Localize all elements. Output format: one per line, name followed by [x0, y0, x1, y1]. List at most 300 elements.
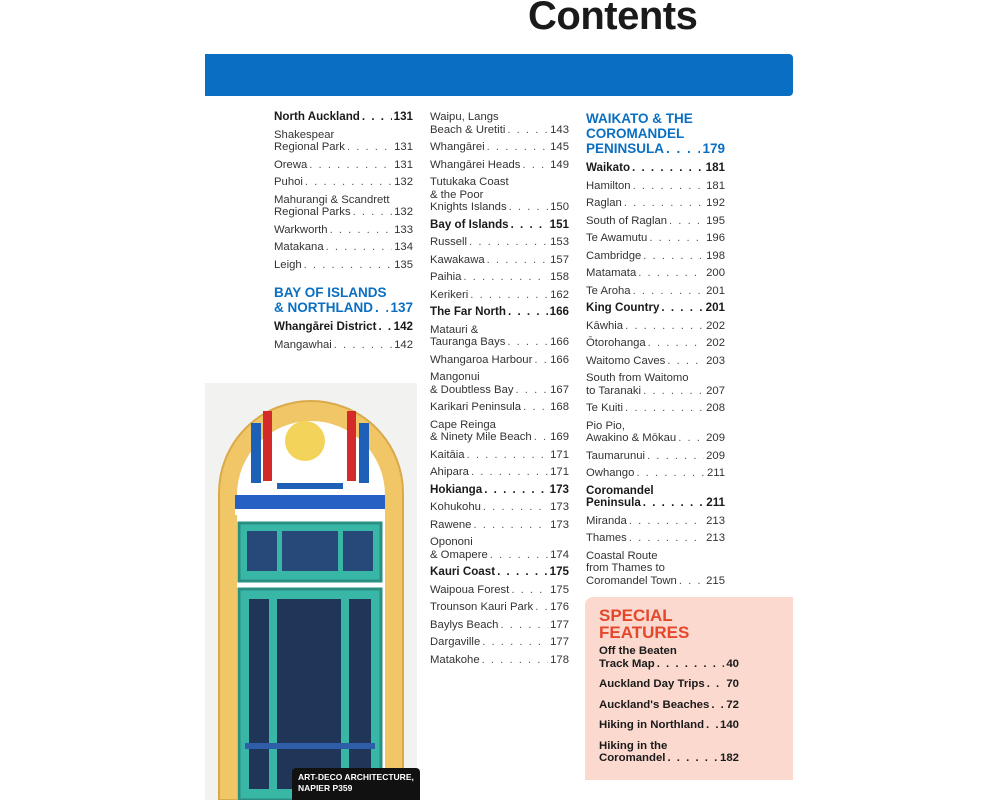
toc-entry[interactable] — [586, 355, 725, 368]
dot-leader — [304, 259, 392, 272]
page-number: 166 — [550, 336, 569, 348]
page-number: 133 — [394, 223, 413, 236]
toc-entry-label: Warkworth — [274, 223, 328, 236]
page-number: 142 — [393, 320, 413, 333]
toc-entry-last-line — [274, 141, 413, 154]
dot-leader — [625, 320, 704, 333]
dot-leader — [511, 584, 548, 597]
dot-leader — [711, 699, 724, 712]
toc-entry-last-line — [586, 250, 725, 263]
dot-leader — [648, 337, 704, 350]
toc-entry-label-line: Matauri & — [430, 323, 479, 336]
toc-entry[interactable] — [274, 176, 413, 189]
toc-entry-label: Orewa — [274, 158, 308, 171]
toc-entry[interactable] — [430, 236, 569, 249]
toc-entry[interactable] — [430, 289, 569, 302]
toc-entry-label: Leigh — [274, 258, 302, 271]
dot-leader — [643, 497, 705, 510]
toc-entry[interactable] — [586, 402, 725, 415]
toc-entry-label: Matakana — [274, 241, 324, 253]
toc-entry-label: Regional Parks — [274, 206, 351, 218]
toc-entry-label-line: Coromandel — [586, 483, 654, 497]
toc-entry-label: Hokianga — [430, 482, 483, 496]
toc-entry-label: Matamata — [586, 267, 637, 279]
toc-entry-last-line — [586, 141, 725, 156]
toc-entry-label: Hamilton — [586, 179, 631, 192]
dot-leader — [362, 111, 392, 124]
page-number: 137 — [390, 300, 413, 315]
toc-entry-label: Whangaroa Harbour — [430, 353, 533, 366]
dot-leader — [624, 197, 704, 210]
toc-entry-last-line — [430, 501, 569, 514]
toc-entry[interactable] — [586, 420, 725, 445]
toc-entry-last-line — [274, 259, 413, 272]
dot-leader — [629, 532, 704, 545]
page-number: 166 — [549, 305, 569, 318]
page-number: 158 — [550, 271, 569, 283]
art-deco-window-photo — [205, 383, 417, 800]
toc-entry-label: & Ninety Mile Beach — [430, 431, 532, 443]
toc-entry-label: Karikari Peninsula — [430, 401, 522, 413]
toc-entry-last-line — [430, 201, 569, 214]
toc-entry-label: Kāwhia — [586, 319, 624, 332]
page-number: 171 — [550, 466, 569, 478]
toc-entry-label: South of Raglan — [586, 214, 668, 227]
toc-entry[interactable] — [430, 566, 569, 579]
dot-leader — [500, 619, 548, 632]
page-number: 143 — [550, 123, 569, 136]
toc-entry-label-line: WAIKATO & THE — [586, 111, 693, 126]
toc-entry[interactable] — [586, 267, 725, 280]
toc-entry-last-line — [586, 215, 725, 228]
dot-leader — [522, 159, 548, 172]
toc-entry-label: Taumarunui — [586, 449, 646, 462]
toc-entry-last-line — [586, 402, 725, 415]
dot-leader — [347, 141, 392, 154]
toc-entry-label: & Omapere — [430, 548, 488, 561]
toc-entry-last-line — [586, 267, 725, 280]
dot-leader — [678, 432, 704, 445]
toc-entry[interactable] — [430, 306, 569, 319]
toc-entry-label-line: Mangonui — [430, 371, 480, 383]
toc-entry-label-line: Shakespear — [274, 128, 335, 141]
page-number: 213 — [706, 532, 725, 544]
page-number: 135 — [394, 258, 413, 271]
toc-entry[interactable] — [430, 466, 569, 479]
toc-entry-last-line — [430, 336, 569, 349]
toc-entry-last-line — [430, 431, 569, 444]
toc-entry[interactable] — [430, 111, 569, 136]
page-number: 202 — [706, 319, 725, 332]
toc-entry-label: Paihia — [430, 271, 462, 283]
toc-entry-label: Bay of Islands — [430, 217, 509, 231]
toc-entry-label: & NORTHLAND — [274, 300, 373, 315]
toc-entry[interactable] — [430, 176, 569, 214]
special-feature-label-line: Hiking in the — [599, 739, 668, 752]
toc-entry-label: Knights Islands — [430, 201, 507, 213]
toc-entry-last-line — [586, 197, 725, 210]
toc-entry[interactable] — [430, 401, 569, 414]
toc-entry[interactable] — [430, 584, 569, 597]
toc-entry-label: PENINSULA — [586, 141, 665, 156]
toc-entry-label-line: Waipu, Langs — [430, 111, 499, 123]
special-features-title — [599, 607, 689, 641]
toc-entry-label: Waikato — [586, 161, 631, 174]
page-number: 182 — [719, 752, 739, 764]
dot-leader — [482, 654, 549, 667]
toc-entry-label: Kerikeri — [430, 288, 469, 301]
toc-entry-label-line: Opononi — [430, 536, 473, 548]
page-number: 173 — [550, 501, 569, 513]
page-number: 213 — [706, 514, 725, 527]
dot-leader — [707, 678, 725, 691]
toc-entry-last-line — [430, 236, 569, 249]
dot-leader — [516, 384, 549, 397]
page-number: 203 — [706, 354, 725, 367]
toc-entry-last-line — [430, 384, 569, 397]
toc-entry-last-line — [430, 306, 569, 319]
dot-leader — [625, 402, 704, 415]
toc-entry-label-line: Mahurangi & Scandrett — [274, 193, 390, 206]
page-title: Contents — [528, 0, 698, 38]
toc-entry-last-line — [586, 450, 725, 463]
toc-entry[interactable] — [586, 302, 725, 315]
toc-entry[interactable] — [586, 450, 725, 463]
dot-leader — [469, 236, 548, 249]
toc-entry-label: King Country — [586, 301, 660, 314]
page-number: 145 — [550, 141, 569, 153]
toc-entry[interactable] — [430, 619, 569, 632]
toc-entry-last-line — [274, 111, 413, 124]
toc-entry[interactable] — [586, 320, 725, 333]
special-feature-label: Auckland's Beaches — [599, 698, 710, 711]
toc-column-3 — [586, 111, 725, 592]
toc-entry[interactable] — [274, 241, 413, 254]
toc-entry[interactable] — [586, 485, 725, 510]
page-number: 157 — [550, 253, 569, 266]
toc-entry-last-line — [586, 432, 725, 445]
page-number: 134 — [394, 241, 413, 253]
toc-entry-last-line — [586, 355, 725, 368]
special-feature-entry[interactable] — [599, 678, 739, 691]
photo-caption-line-1: ART-DECO ARCHITECTURE, — [298, 772, 414, 782]
toc-entry-label: Whangārei — [430, 141, 485, 153]
toc-entry-label: Coromandel Town — [586, 574, 677, 587]
page-number: 168 — [550, 401, 569, 413]
page-number: 149 — [550, 158, 569, 171]
toc-entry[interactable] — [586, 467, 725, 480]
toc-entry-label: Te Awamutu — [586, 232, 648, 244]
page-number: 215 — [706, 574, 725, 587]
page-number: 178 — [550, 653, 569, 666]
toc-entry[interactable] — [430, 254, 569, 267]
dot-leader — [629, 515, 704, 528]
dot-leader — [483, 501, 548, 514]
page-number: 192 — [706, 197, 725, 209]
toc-entry[interactable] — [430, 324, 569, 349]
special-feature-label-line: Off the Beaten — [599, 645, 677, 657]
page-number: 131 — [393, 110, 413, 123]
toc-entry[interactable] — [274, 339, 413, 352]
page-number: 142 — [394, 338, 413, 351]
toc-entry[interactable] — [430, 219, 569, 232]
dot-leader — [643, 250, 704, 263]
toc-entry-last-line — [274, 339, 413, 352]
toc-entry[interactable] — [586, 515, 725, 528]
dot-leader — [666, 141, 700, 156]
page-number: 174 — [550, 548, 569, 561]
toc-entry-label-line: Coastal Route — [586, 549, 658, 562]
page-number: 196 — [706, 232, 725, 244]
special-features-title-line-1: SPECIAL — [599, 606, 673, 625]
page-number: 195 — [706, 214, 725, 227]
toc-entry-last-line — [430, 654, 569, 667]
page-number: 173 — [550, 518, 569, 531]
toc-entry[interactable] — [430, 419, 569, 444]
toc-entry-last-line — [430, 636, 569, 649]
toc-entry-label: Kohukohu — [430, 501, 481, 513]
toc-entry[interactable] — [586, 550, 725, 588]
page-number: 209 — [706, 432, 725, 444]
toc-entry-last-line — [430, 289, 569, 302]
page-number: 153 — [550, 236, 569, 248]
region-heading[interactable] — [274, 285, 413, 315]
special-feature-entry[interactable] — [599, 719, 739, 732]
dot-leader — [507, 336, 548, 349]
toc-entry-label: Te Kuiti — [586, 402, 624, 414]
dot-leader — [353, 206, 393, 219]
dot-leader — [471, 466, 548, 479]
toc-entry-label: Rawene — [430, 518, 472, 531]
toc-entry-last-line — [430, 271, 569, 284]
toc-entry-label-line: Pio Pio, — [586, 419, 625, 432]
toc-entry-last-line — [430, 584, 569, 597]
toc-entry-last-line — [586, 162, 725, 175]
dot-leader — [487, 254, 549, 267]
toc-entry-last-line — [586, 467, 725, 480]
toc-entry[interactable] — [586, 285, 725, 298]
page-number: 202 — [706, 337, 725, 349]
dot-leader — [647, 450, 704, 463]
toc-entry-last-line — [586, 320, 725, 333]
page-number: 166 — [550, 353, 569, 366]
toc-entry[interactable] — [586, 250, 725, 263]
toc-entry-last-line — [274, 176, 413, 189]
dot-leader — [484, 484, 547, 497]
toc-entry-label: Dargaville — [430, 636, 481, 648]
dot-leader — [507, 124, 548, 137]
toc-entry-last-line — [586, 515, 725, 528]
dot-leader — [638, 267, 704, 280]
toc-entry-label: Miranda — [586, 514, 627, 527]
dot-leader — [657, 658, 725, 671]
dot-leader — [534, 354, 548, 367]
toc-entry[interactable] — [430, 271, 569, 284]
toc-entry[interactable] — [430, 354, 569, 367]
toc-entry-label: Whangārei District — [274, 320, 377, 333]
special-feature-entry[interactable] — [599, 740, 739, 765]
toc-entry-label: Peninsula — [586, 496, 641, 509]
toc-entry[interactable] — [430, 636, 569, 649]
toc-entry-label: Cambridge — [586, 249, 642, 262]
toc-entry-last-line — [586, 302, 725, 315]
toc-entry-label: Mangawhai — [274, 338, 332, 351]
toc-entry-last-line — [430, 401, 569, 414]
toc-entry[interactable] — [430, 484, 569, 497]
dot-leader — [633, 285, 705, 298]
page-number: 177 — [550, 636, 569, 648]
toc-entry-label: North Auckland — [274, 110, 360, 123]
toc-entry-last-line — [430, 219, 569, 232]
toc-entry[interactable] — [430, 141, 569, 154]
toc-entry[interactable] — [274, 224, 413, 237]
toc-entry[interactable] — [274, 159, 413, 172]
page-number: 179 — [702, 141, 725, 156]
toc-entry-label: Kaitāia — [430, 448, 465, 461]
photo-caption-line-2: NAPIER P359 — [298, 783, 353, 793]
special-feature-last-line — [599, 658, 739, 671]
dot-leader — [330, 224, 393, 237]
dot-leader — [669, 215, 704, 228]
toc-entry-label: Tauranga Bays — [430, 336, 506, 348]
special-features-title-line-2: FEATURES — [599, 623, 690, 642]
page-number: 198 — [706, 249, 725, 262]
page-number: 70 — [726, 678, 739, 690]
toc-entry-last-line — [430, 254, 569, 267]
toc-entry-label: to Taranaki — [586, 384, 642, 397]
toc-entry-label: & Doubtless Bay — [430, 383, 514, 396]
toc-entry-last-line — [274, 300, 413, 315]
dot-leader — [482, 636, 548, 649]
toc-entry-label: Owhango — [586, 467, 635, 479]
toc-entry-label: Russell — [430, 236, 468, 248]
toc-entry-last-line — [274, 159, 413, 172]
dot-leader — [633, 180, 705, 193]
page-number: 40 — [726, 657, 739, 670]
toc-entry-label: Waipoua Forest — [430, 583, 510, 596]
toc-entry[interactable] — [586, 532, 725, 545]
toc-entry-last-line — [274, 224, 413, 237]
toc-entry[interactable] — [430, 159, 569, 172]
toc-entry[interactable] — [586, 215, 725, 228]
special-feature-label: Hiking in Northland — [599, 719, 705, 731]
toc-entry-last-line — [586, 532, 725, 545]
region-heading[interactable] — [586, 111, 725, 156]
toc-entry-label: Trounson Kauri Park — [430, 601, 534, 613]
toc-entry-last-line — [274, 321, 413, 334]
special-feature-last-line — [599, 699, 739, 712]
dot-leader — [508, 306, 548, 319]
toc-entry[interactable] — [430, 501, 569, 514]
dot-leader — [326, 241, 393, 254]
page-number: 200 — [706, 267, 725, 279]
toc-entry-label-line: from Thames to — [586, 562, 665, 574]
toc-entry-last-line — [430, 566, 569, 579]
toc-column-2 — [430, 111, 569, 671]
toc-entry[interactable] — [274, 259, 413, 272]
page-number: 175 — [549, 565, 569, 578]
toc-entry-label: Thames — [586, 532, 627, 544]
toc-entry[interactable] — [430, 654, 569, 667]
toc-entry-last-line — [430, 354, 569, 367]
dot-leader — [636, 467, 705, 480]
toc-entry-last-line — [430, 159, 569, 172]
toc-entry-label: Puhoi — [274, 176, 303, 188]
special-feature-last-line — [599, 678, 739, 691]
special-feature-entry[interactable] — [599, 699, 739, 712]
toc-entry[interactable] — [430, 449, 569, 462]
toc-entry-last-line — [430, 601, 569, 614]
page-number: 131 — [394, 158, 413, 171]
toc-entry[interactable] — [586, 180, 725, 193]
page-number: 169 — [550, 431, 569, 443]
toc-entry[interactable] — [274, 194, 413, 219]
toc-entry-label: Whangārei Heads — [430, 158, 521, 171]
page-number: 162 — [550, 288, 569, 301]
toc-entry[interactable] — [586, 372, 725, 397]
toc-entry-last-line — [430, 519, 569, 532]
toc-entry-last-line — [586, 232, 725, 245]
toc-entry[interactable] — [274, 111, 413, 124]
toc-entry[interactable] — [586, 232, 725, 245]
toc-entry-last-line — [274, 241, 413, 254]
toc-entry-label-line: & the Poor — [430, 188, 484, 201]
toc-entry[interactable] — [586, 197, 725, 210]
special-feature-label: Auckland Day Trips — [599, 678, 705, 690]
toc-entry-last-line — [586, 180, 725, 193]
toc-entry-last-line — [586, 575, 725, 588]
toc-entry-last-line — [274, 206, 413, 219]
toc-entry-last-line — [430, 449, 569, 462]
toc-entry-label: Raglan — [586, 197, 622, 209]
toc-entry-label: Ahipara — [430, 466, 469, 478]
toc-entry[interactable] — [586, 162, 725, 175]
dot-leader — [509, 201, 549, 214]
toc-entry-last-line — [586, 385, 725, 398]
special-feature-entry[interactable] — [599, 645, 739, 670]
dot-leader — [632, 162, 704, 175]
dot-leader — [667, 355, 704, 368]
page-number: 211 — [706, 496, 725, 509]
toc-entry[interactable] — [430, 519, 569, 532]
dot-leader — [534, 431, 548, 444]
page-number: 201 — [706, 284, 725, 297]
toc-entry-last-line — [430, 124, 569, 137]
toc-entry[interactable] — [586, 337, 725, 350]
special-feature-last-line — [599, 752, 739, 765]
dot-leader — [473, 519, 548, 532]
special-features-list — [599, 645, 739, 773]
toc-entry[interactable] — [274, 129, 413, 154]
toc-entry[interactable] — [274, 321, 413, 334]
page-number: 211 — [706, 467, 725, 479]
dot-leader — [487, 141, 549, 154]
dot-leader — [511, 219, 548, 232]
toc-entry[interactable] — [430, 371, 569, 396]
dot-leader — [309, 159, 392, 172]
special-feature-last-line — [599, 719, 739, 732]
page-number: 151 — [549, 217, 569, 231]
dot-leader — [375, 300, 388, 315]
toc-entry-label-line: South from Waitomo — [586, 372, 689, 384]
toc-entry[interactable] — [430, 536, 569, 561]
toc-entry[interactable] — [430, 601, 569, 614]
dot-leader — [667, 752, 718, 765]
dot-leader — [334, 339, 392, 352]
page-number: 167 — [550, 383, 569, 396]
special-feature-label: Track Map — [599, 657, 655, 670]
page-number: 208 — [706, 402, 725, 414]
